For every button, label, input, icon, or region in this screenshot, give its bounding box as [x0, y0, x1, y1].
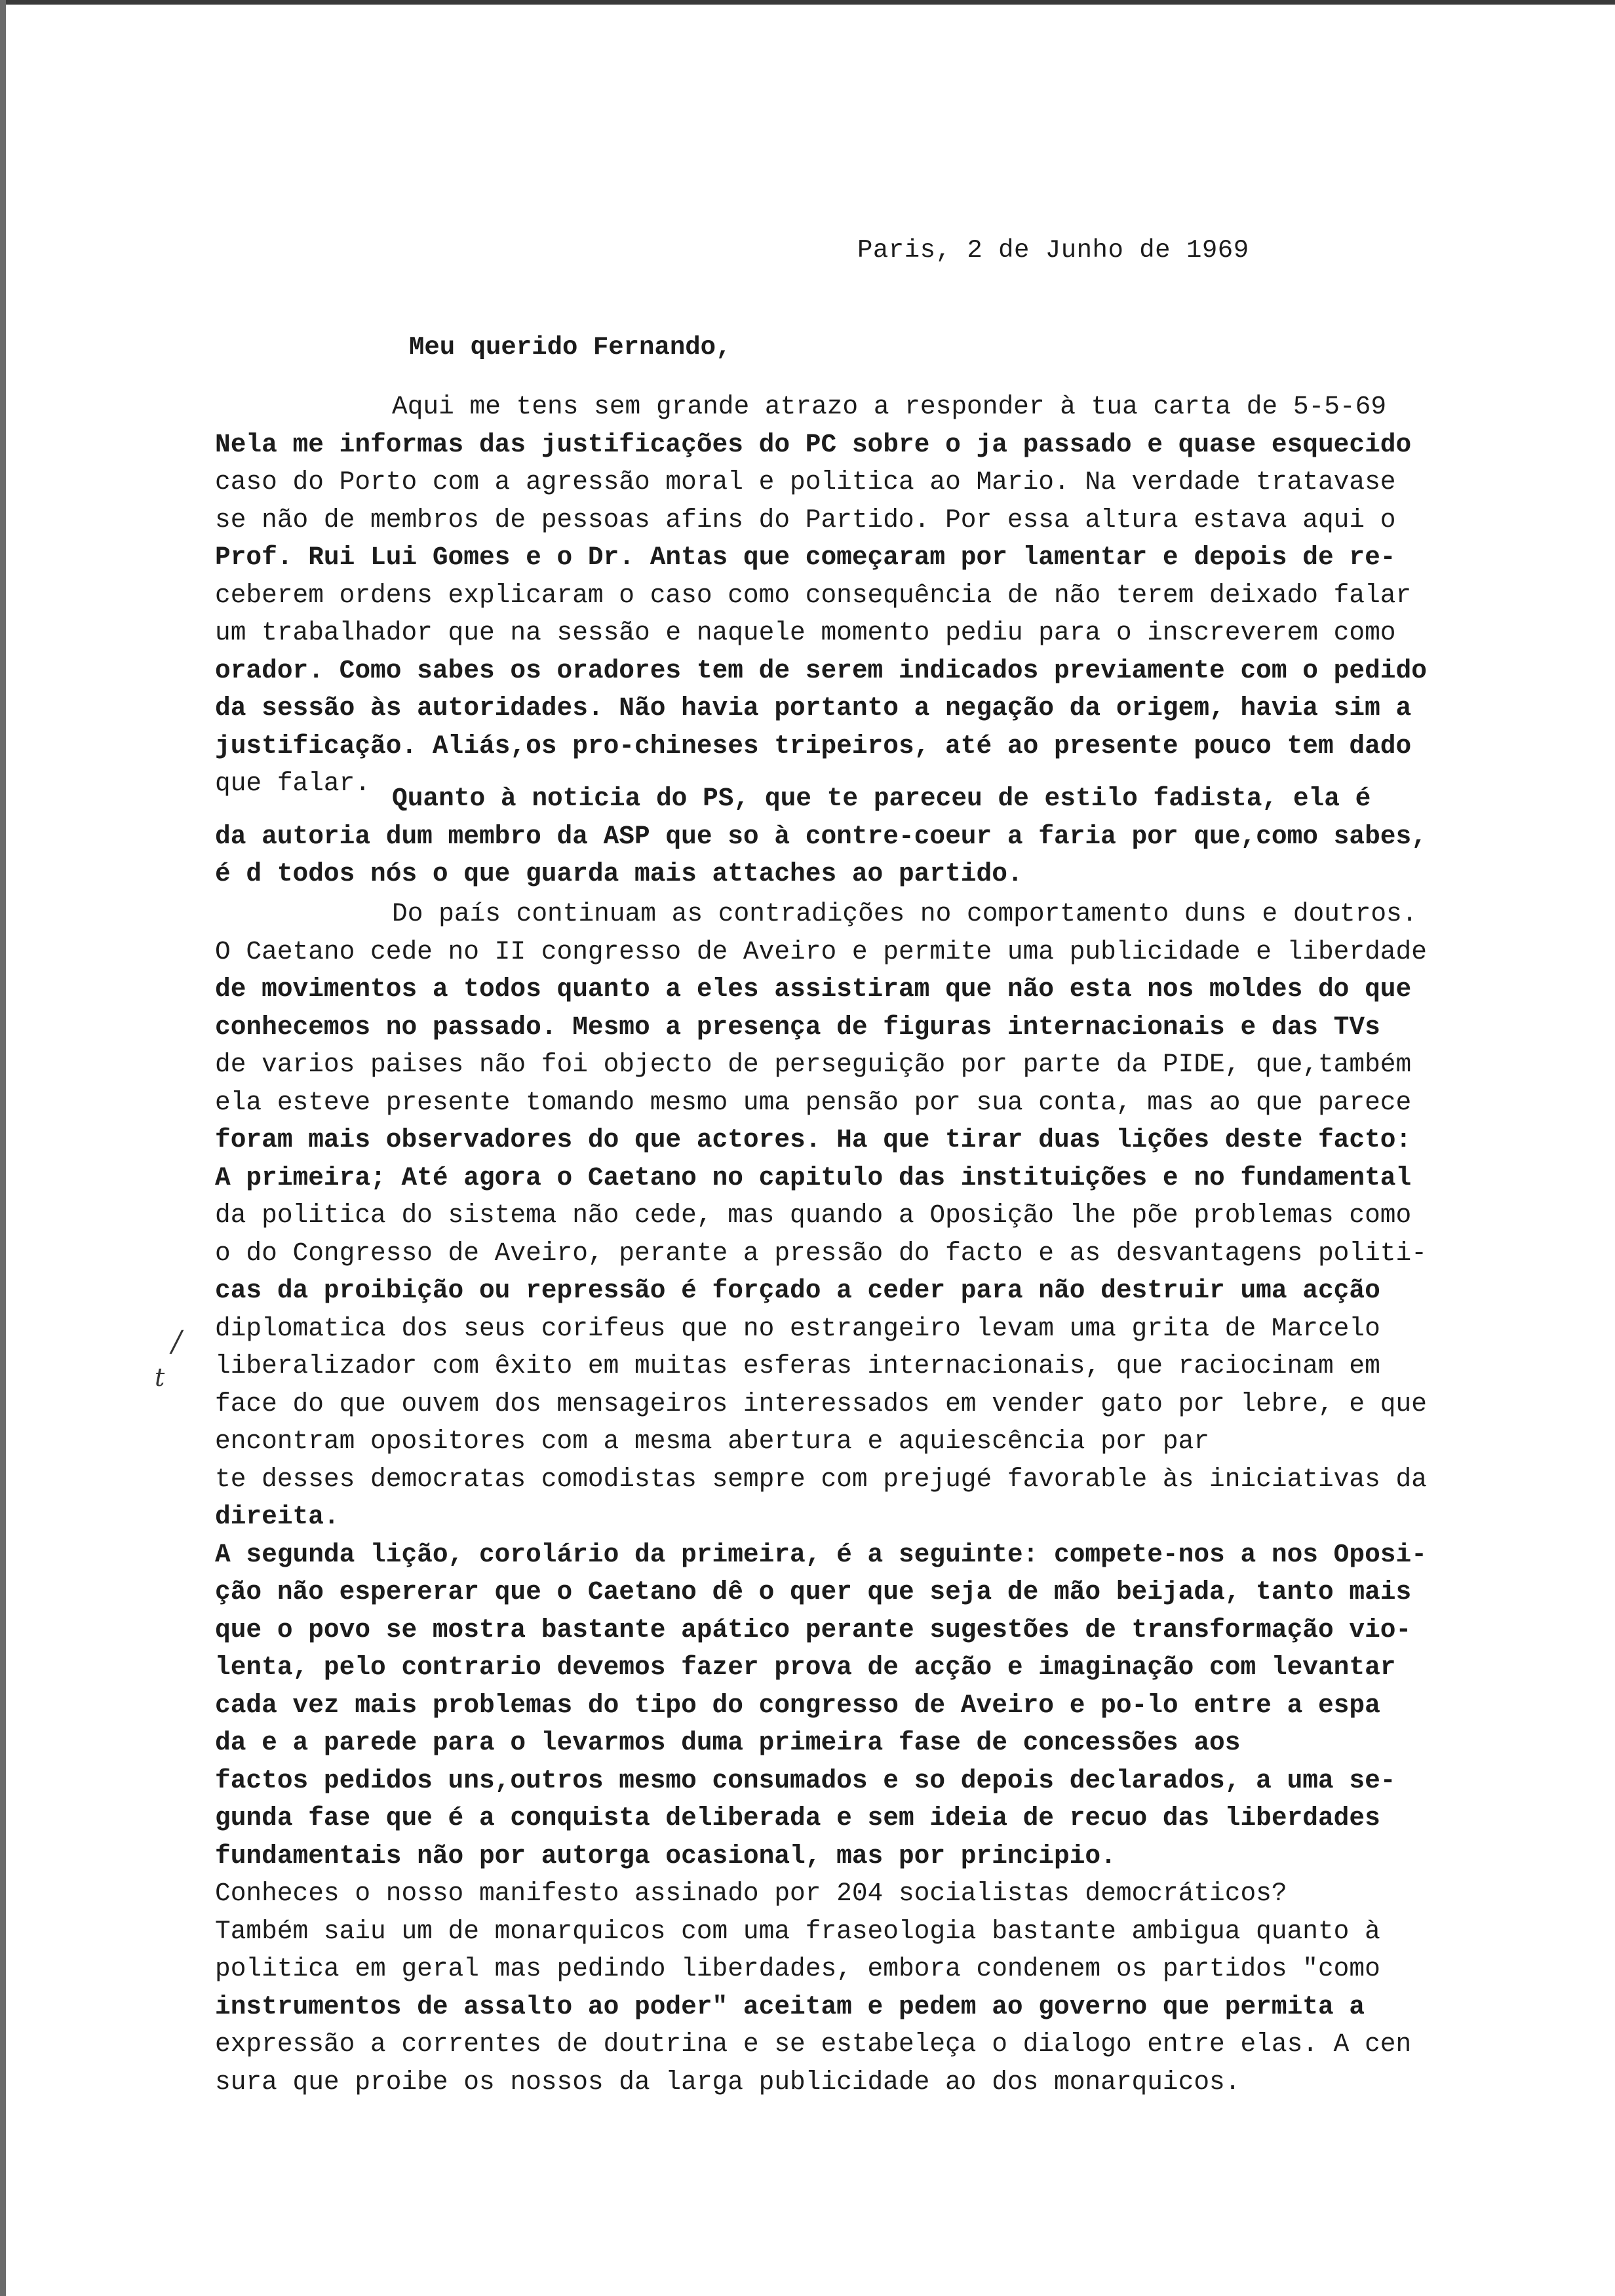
- text-line: da sessão às autoridades. Não havia portanto a negação da origem, havia sim a: [215, 693, 1412, 723]
- letter-salutation: Meu querido Fernando,: [409, 333, 731, 362]
- text-line: face do que ouvem dos mensageiros interessados em vender gato por lebre, e que: [215, 1388, 1427, 1419]
- text-line: foram mais observadores do que actores. Ha que tirar duas lições deste facto:: [215, 1125, 1412, 1155]
- text-line: Do país continuam as contradições no comportamento duns e doutros.: [392, 899, 1418, 928]
- text-line: liberalizador com êxito em muitas esferas internacionais, que raciocinam em: [215, 1351, 1380, 1381]
- text-line: o do Congresso de Aveiro, perante a pressão do facto e as desvantagens politi-: [215, 1238, 1427, 1268]
- text-line: da autoria dum membro da ASP que so à contre-coeur a faria por que,como sabes,: [215, 821, 1427, 851]
- text-line: ceberem ordens explicaram o caso como consequência de não terem deixado falar: [215, 580, 1412, 610]
- margin-tick-mark: t: [155, 1363, 165, 1392]
- text-line: que falar.: [215, 769, 371, 798]
- text-line: politica em geral mas pedindo liberdades, embora condenem os partidos "como: [215, 1954, 1380, 1983]
- text-line: cada vez mais problemas do tipo do congresso de Aveiro e po-lo entre a espa: [215, 1690, 1380, 1720]
- text-line: Conheces o nosso manifesto assinado por 204 socialistas democráticos?: [215, 1879, 1287, 1908]
- text-line: direita.: [215, 1502, 340, 1531]
- text-line: um trabalhador que na sessão e naquele momento pediu para o inscreverem como: [215, 618, 1396, 647]
- text-line: caso do Porto com a agressão moral e politica ao Mario. Na verdade tratavase: [215, 467, 1396, 497]
- text-line: conhecemos no passado. Mesmo a presença de figuras internacionais e das TVs: [215, 1012, 1380, 1042]
- text-line: te desses democratas comodistas sempre com prejugé favorable às iniciativas da: [215, 1464, 1427, 1494]
- paragraph-1: [215, 388, 1585, 803]
- scan-edge-top: [0, 0, 1615, 5]
- text-line: Prof. Rui Lui Gomes e o Dr. Antas que começaram por lamentar e depois de re-: [215, 543, 1396, 572]
- text-line: da e a parede para o levarmos duma primeira fase de concessões aos: [215, 1728, 1241, 1757]
- text-line: encontram opositores com a mesma abertura e aquiescência por par: [215, 1426, 1210, 1456]
- text-line: gunda fase que é a conquista deliberada e sem ideia de recuo das liberdades: [215, 1803, 1380, 1833]
- text-line: Nela me informas das justificações do PC sobre o ja passado e quase esquecido: [215, 429, 1412, 459]
- text-line: lenta, pelo contrario devemos fazer prova de acção e imaginação com levantar: [215, 1653, 1396, 1682]
- text-line: sura que proibe os nossos da larga publicidade ao dos monarquicos.: [215, 2067, 1241, 2097]
- text-line: Também saiu um de monarquicos com uma fraseologia bastante ambigua quanto à: [215, 1916, 1380, 1946]
- text-line: justificação. Aliás,os pro-chineses tripeiros, até ao presente pouco tem dado: [215, 731, 1412, 761]
- text-line: é d todos nós o que guarda mais attaches ao partido.: [215, 859, 1023, 889]
- text-line: instrumentos de assalto ao poder" aceitam e pedem ao governo que permita a: [215, 1991, 1365, 2021]
- text-line: Aqui me tens sem grande atrazo a responder à tua carta de 5-5-69: [392, 392, 1387, 421]
- text-line: orador. Como sabes os oradores tem de serem indicados previamente com o pedido: [215, 655, 1427, 685]
- text-line: se não de membros de pessoas afins do Partido. Por essa altura estava aqui o: [215, 505, 1396, 535]
- scan-edge-left: [0, 0, 6, 2296]
- text-line: fundamentais não por autorga ocasional, mas por principio.: [215, 1841, 1116, 1871]
- text-line: ela esteve presente tomando mesmo uma pensão por sua conta, mas ao que parece: [215, 1087, 1412, 1117]
- text-line: O Caetano cede no II congresso de Aveiro e permite uma publicidade e liberdade: [215, 936, 1427, 966]
- paragraph-3: [215, 895, 1585, 2101]
- letter-date: Paris, 2 de Junho de 1969: [857, 236, 1249, 265]
- text-line: de varios paises não foi objecto de perseguição por parte da PIDE, que,também: [215, 1050, 1412, 1079]
- text-line: Quanto à noticia do PS, que te pareceu de estilo fadista, ela é: [392, 784, 1371, 813]
- text-line: diplomatica dos seus corifeus que no estrangeiro levam uma grita de Marcelo: [215, 1313, 1380, 1343]
- text-line: de movimentos a todos quanto a eles assistiram que não esta nos moldes do que: [215, 974, 1412, 1004]
- text-line: factos pedidos uns,outros mesmo consumados e so depois declarados, a uma se-: [215, 1765, 1396, 1795]
- text-line: A segunda lição, corolário da primeira, é a seguinte: compete-nos a nos Oposi-: [215, 1539, 1427, 1569]
- margin-slash-mark: /: [172, 1325, 182, 1358]
- text-line: A primeira; Até agora o Caetano no capitulo das instituições e no fundamental: [215, 1162, 1412, 1193]
- text-line: da politica do sistema não cede, mas quando a Oposição lhe põe problemas como: [215, 1200, 1412, 1230]
- text-line: que o povo se mostra bastante apático perante sugestões de transformação vio-: [215, 1615, 1412, 1645]
- text-line: ção não espererar que o Caetano dê o quer que seja de mão beijada, tanto mais: [215, 1577, 1412, 1607]
- text-line: cas da proibição ou repressão é forçado a ceder para não destruir uma acção: [215, 1276, 1380, 1305]
- text-line: expressão a correntes de doutrina e se estabeleça o dialogo entre elas. A cen: [215, 2029, 1412, 2059]
- paragraph-2: [215, 780, 1585, 893]
